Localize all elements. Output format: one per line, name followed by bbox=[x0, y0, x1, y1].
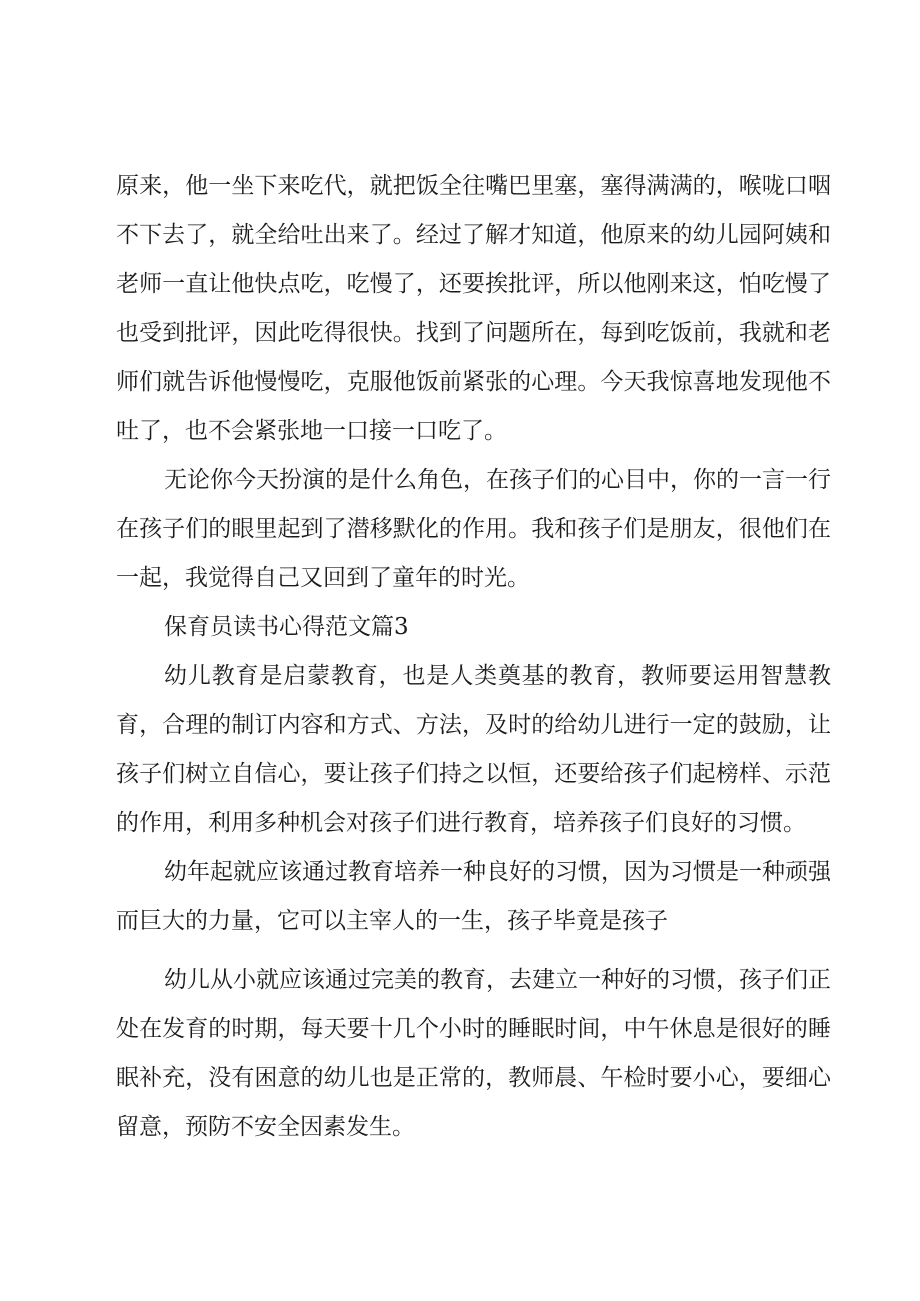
section-heading: 保育员读书心得范文篇3 bbox=[164, 614, 409, 640]
paragraph-5: 幼儿从小就应该通过完美的教育，去建立一种好的习惯，孩子们正处在发育的时期，每天要十几个小时的睡眠时间，中午休息是很好的睡眠补充，没有困意的幼儿也是正常的，教师晨、午检时要小心，要细心留意，预防不安全因素发生。 bbox=[116, 967, 831, 1140]
paragraph-2: 无论你今天扮演的是什么角色，在孩子们的心目中，你的一言一行在孩子们的眼里起到了潜移默化的作用。我和孩子们是朋友，很他们在一起，我觉得自己又回到了童年的时光。 bbox=[116, 467, 831, 591]
paragraph-1: 原来，他一坐下来吃代，就把饭全往嘴巴里塞，塞得满满的，喉咙口咽不下去了，就全给吐出来了。经过了解才知道，他原来的幼儿园阿姨和老师一直让他快点吃，吃慢了，还要挨批评，所以他刚来这，怕吃慢了也受到批评，因此吃得很快。找到了问题所在，每到吃饭前，我就和老师们就告诉他慢慢吃，克服他饭前紧张的心理。今天我惊喜地发现他不吐了，也不会紧张地一口接一口吃了。 bbox=[116, 173, 831, 444]
document-body bbox=[116, 162, 831, 1152]
paragraph-3: 幼儿教育是启蒙教育，也是人类奠基的教育，教师要运用智慧教育，合理的制订内容和方式、方法，及时的给幼儿进行一定的鼓励，让孩子们树立自信心，要让孩子们持之以恒，还要给孩子们起榜样、示范的作用，利用多种机会对孩子们进行教育，培养孩子们良好的习惯。 bbox=[116, 663, 831, 836]
paragraph-4: 幼年起就应该通过教育培养一种良好的习惯，因为习惯是一种顽强而巨大的力量，它可以主宰人的一生，孩子毕竟是孩子 bbox=[116, 859, 831, 934]
